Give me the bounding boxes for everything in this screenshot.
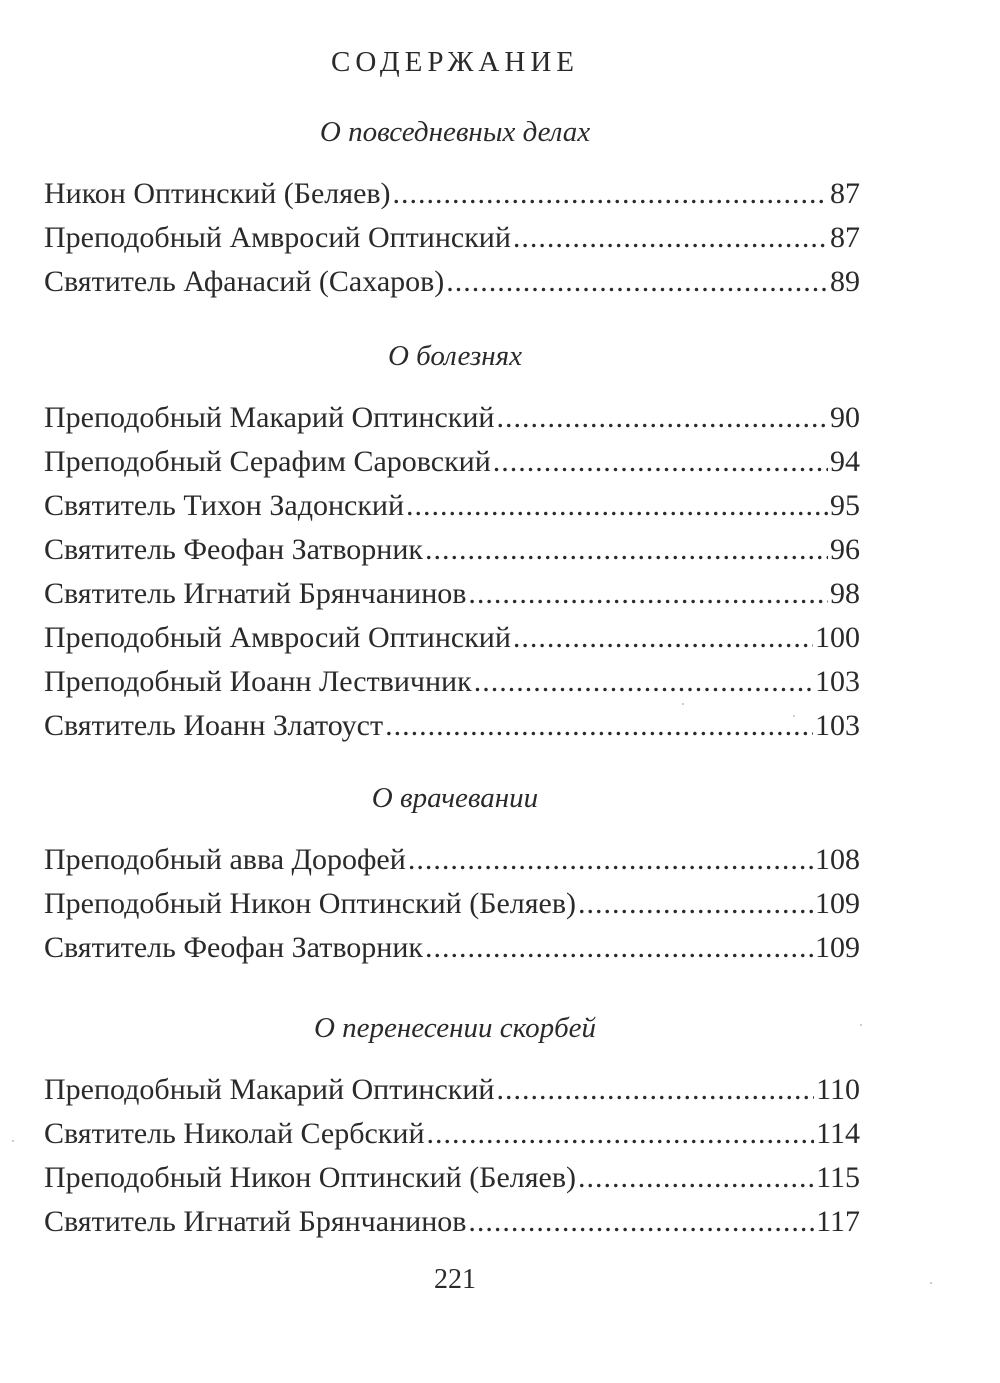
section-heading-everyday-affairs: О повседневных делах	[319, 116, 591, 148]
entry-title: Святитель Иоанн Златоуст	[44, 709, 384, 742]
dot-leader	[425, 528, 828, 572]
dot-leader	[578, 882, 813, 926]
dot-leader	[393, 172, 828, 216]
entry-title: Святитель Афанасий (Сахаров)	[44, 265, 445, 298]
toc-entry	[44, 484, 860, 528]
dot-leader	[468, 1200, 814, 1244]
entry-page-number: 89	[830, 265, 860, 298]
entry-title: Преподобный Серафим Саровский	[44, 445, 491, 478]
entry-page-number: 98	[830, 577, 860, 610]
scan-speck	[930, 1282, 932, 1284]
entry-title: Святитель Тихон Задонский	[44, 489, 405, 522]
scan-speck	[682, 703, 684, 705]
entry-page-number: 100	[815, 621, 860, 654]
section-entries-everyday-affairs	[44, 172, 860, 304]
dot-leader	[493, 440, 828, 484]
toc-entry	[44, 704, 860, 748]
entry-title: Преподобный Макарий Оптинский	[44, 1073, 495, 1106]
entry-page-number: 117	[816, 1205, 860, 1238]
entry-title: Преподобный Макарий Оптинский	[44, 401, 495, 434]
entry-title: Преподобный Никон Оптинский (Беляев)	[44, 1161, 577, 1194]
entry-page-number: 95	[830, 489, 860, 522]
contents-title: СОДЕРЖАНИЕ	[331, 46, 579, 78]
entry-title: Никон Оптинский (Беляев)	[44, 177, 391, 210]
dot-leader	[474, 660, 813, 704]
dot-leader	[468, 572, 828, 616]
section-heading-bearing-sorrows: О перенесении скорбей	[313, 1012, 597, 1044]
section-entries-illnesses	[44, 396, 860, 748]
dot-leader	[513, 216, 828, 260]
entry-title: Преподобный Иоанн Лествичник	[44, 665, 472, 698]
entry-title: Святитель Николай Сербский	[44, 1117, 425, 1150]
section-heading-illnesses: О болезнях	[387, 340, 523, 372]
toc-entry	[44, 528, 860, 572]
toc-entry	[44, 172, 860, 216]
toc-entry	[44, 838, 860, 882]
entry-page-number: 109	[815, 931, 860, 964]
section-heading-healing: О врачевании	[371, 782, 539, 814]
entry-page-number: 108	[815, 843, 860, 876]
entry-title: Преподобный авва Дорофей	[44, 843, 406, 876]
entry-page-number: 110	[816, 1073, 860, 1106]
section-entries-healing	[44, 838, 860, 970]
entry-page-number: 103	[815, 709, 860, 742]
entry-title: Преподобный Амвросий Оптинский	[44, 621, 511, 654]
dot-leader	[578, 1156, 814, 1200]
entry-title: Преподобный Амвросий Оптинский	[44, 221, 511, 254]
dot-leader	[446, 260, 828, 304]
entry-page-number: 87	[830, 221, 860, 254]
entry-page-number: 96	[830, 533, 860, 566]
dot-leader	[427, 1112, 815, 1156]
toc-entry	[44, 882, 860, 926]
dot-leader	[496, 396, 828, 440]
entry-page-number: 109	[815, 887, 860, 920]
toc-entry	[44, 440, 860, 484]
toc-entry	[44, 216, 860, 260]
entry-page-number: 87	[830, 177, 860, 210]
entry-title: Святитель Феофан Затворник	[44, 931, 423, 964]
entry-page-number: 115	[816, 1161, 860, 1194]
toc-entry	[44, 1156, 860, 1200]
dot-leader	[406, 484, 828, 528]
dot-leader	[496, 1068, 814, 1112]
scan-speck	[12, 1140, 14, 1142]
toc-entry	[44, 572, 860, 616]
dot-leader	[425, 926, 813, 970]
toc-entry	[44, 1200, 860, 1244]
toc-entry	[44, 1068, 860, 1112]
page-number-folio: 221	[434, 1264, 476, 1295]
dot-leader	[513, 616, 813, 660]
toc-entry	[44, 260, 860, 304]
entry-title: Святитель Игнатий Брянчанинов	[44, 1205, 467, 1238]
toc-entry	[44, 396, 860, 440]
entry-page-number: 114	[816, 1117, 860, 1150]
dot-leader	[408, 838, 813, 882]
dot-leader	[385, 704, 813, 748]
scan-speck	[793, 715, 795, 717]
toc-entry	[44, 1112, 860, 1156]
scan-speck	[860, 1024, 862, 1026]
entry-page-number: 90	[830, 401, 860, 434]
toc-entry	[44, 926, 860, 970]
section-entries-bearing-sorrows	[44, 1068, 860, 1244]
entry-page-number: 103	[815, 665, 860, 698]
entry-title: Святитель Феофан Затворник	[44, 533, 423, 566]
toc-entry	[44, 660, 860, 704]
entry-title: Святитель Игнатий Брянчанинов	[44, 577, 467, 610]
entry-page-number: 94	[830, 445, 860, 478]
entry-title: Преподобный Никон Оптинский (Беляев)	[44, 887, 577, 920]
toc-entry	[44, 616, 860, 660]
